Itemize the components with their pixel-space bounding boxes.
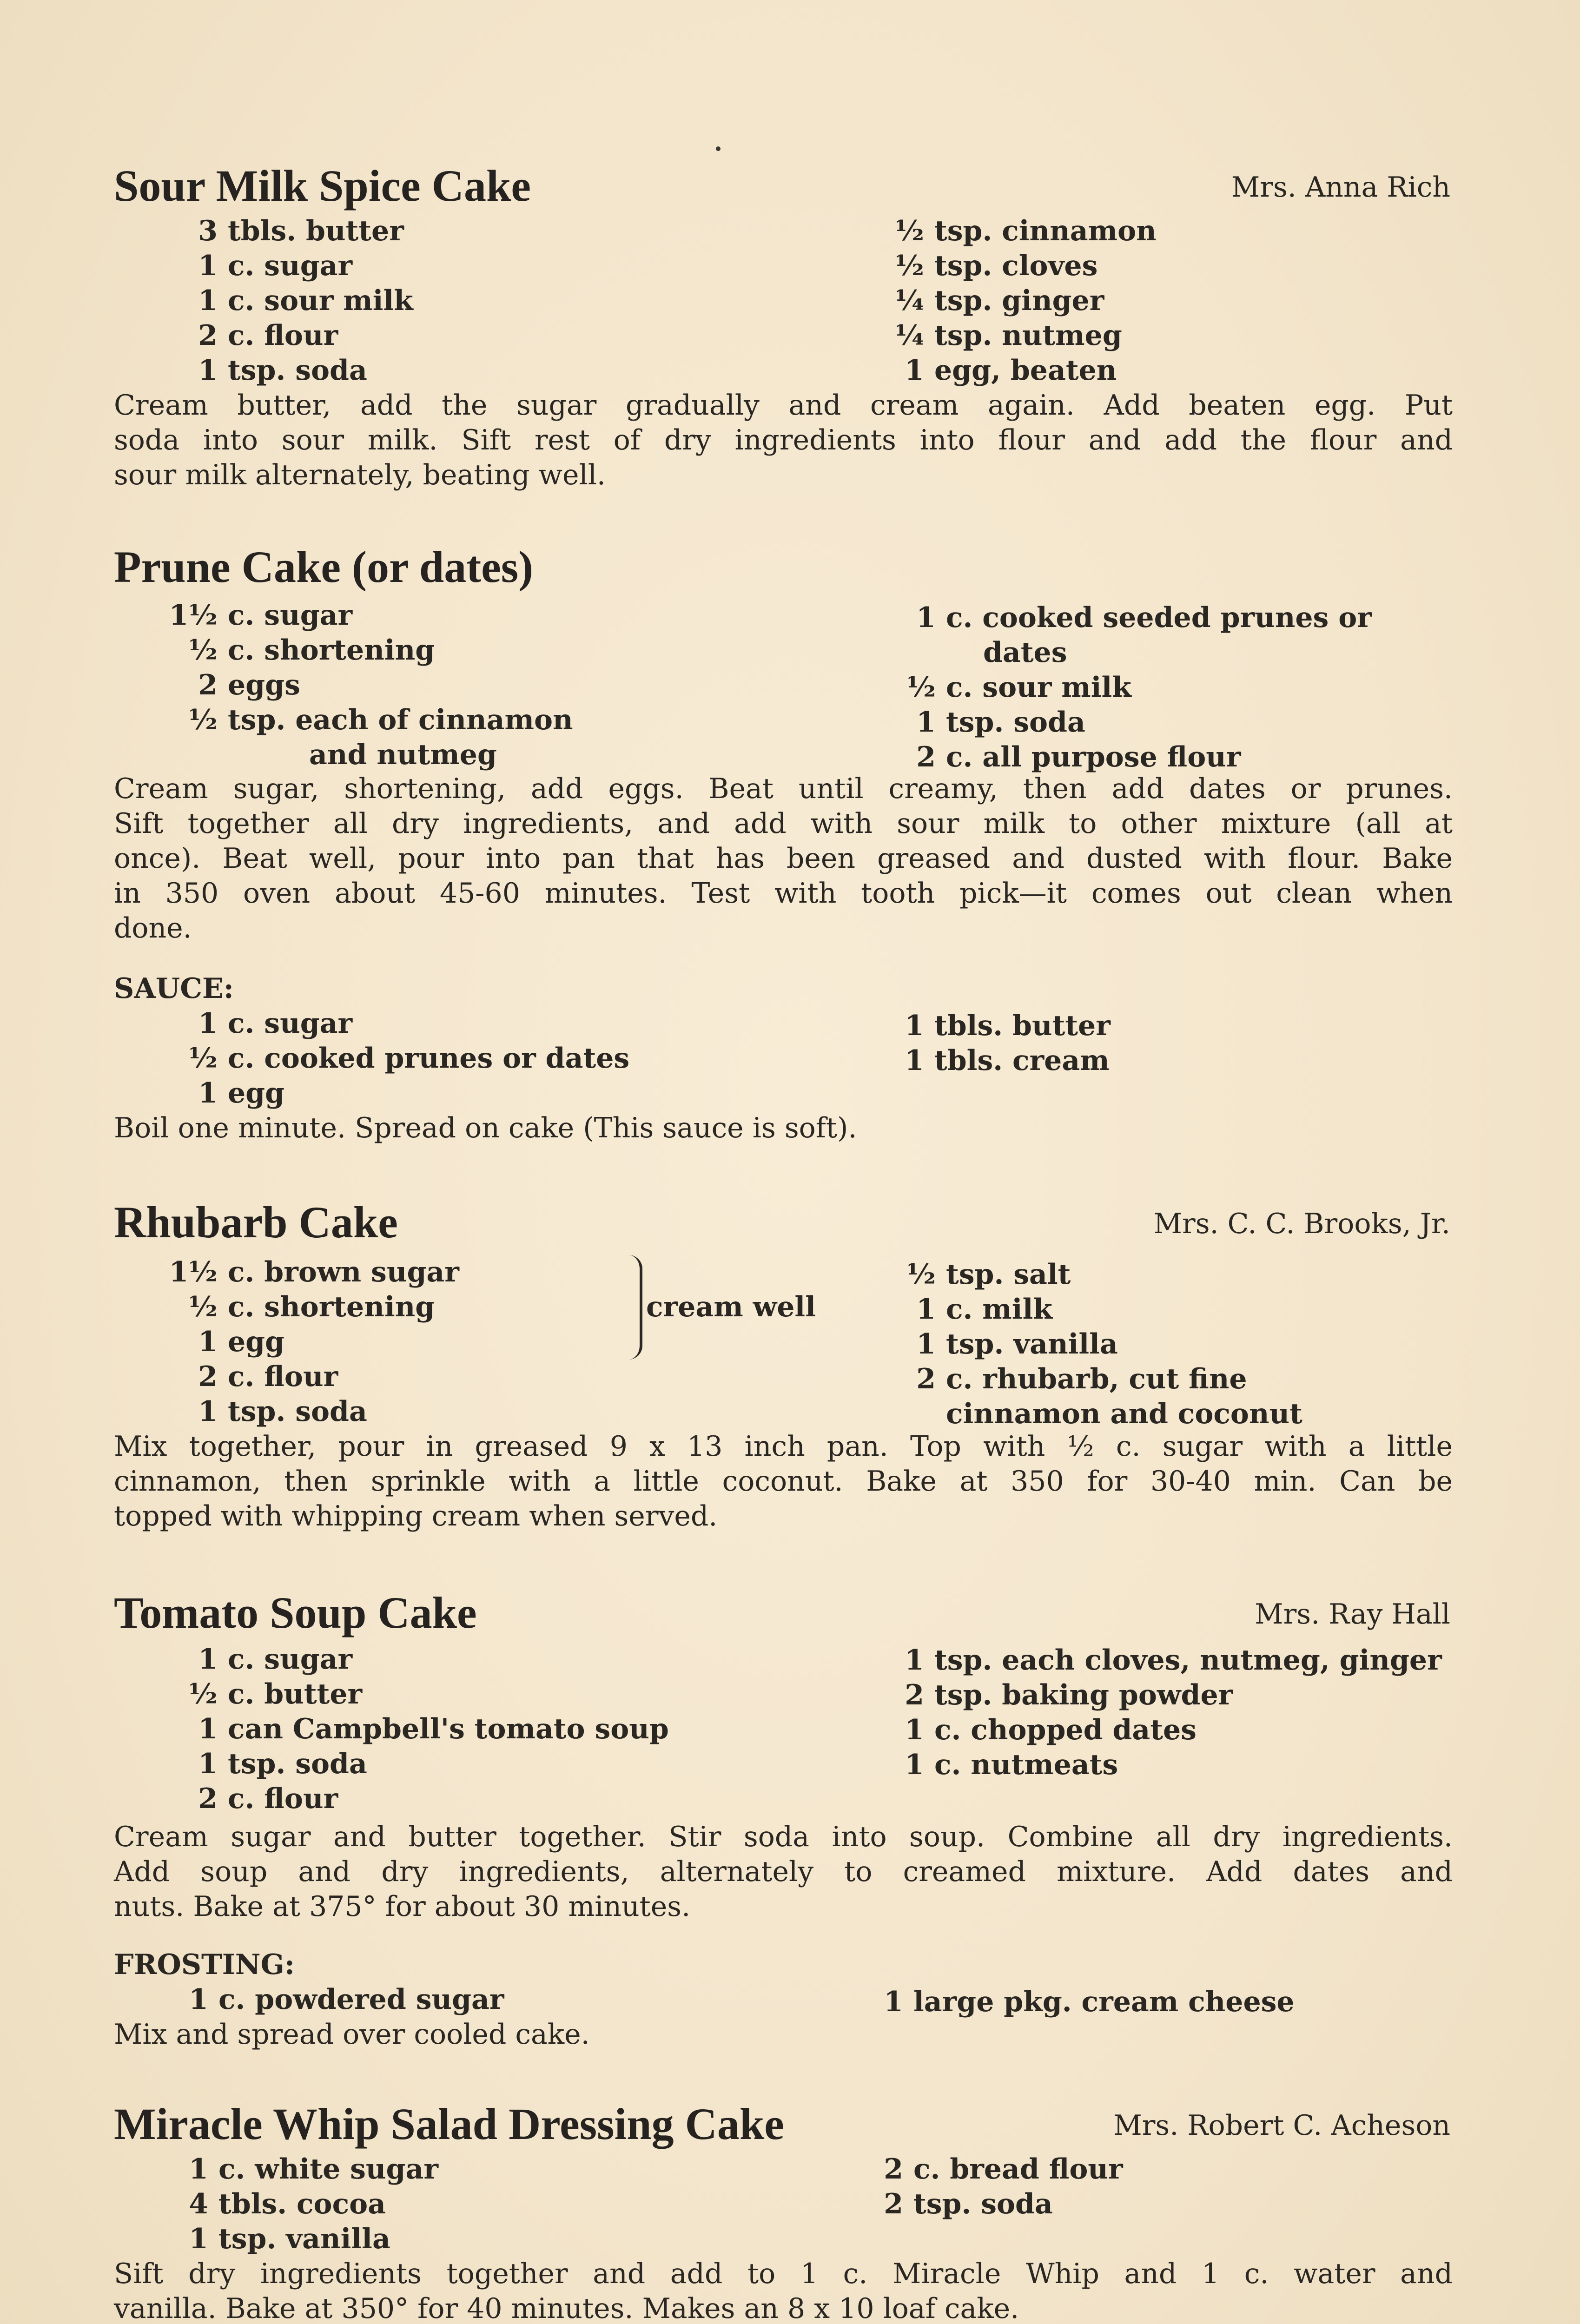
sauce-ingredients-left xyxy=(188,1006,630,1111)
ingredient: 2 eggs xyxy=(198,669,300,701)
ingredients-right xyxy=(884,2152,1123,2222)
sauce-ingredients-right xyxy=(905,1009,1111,1078)
ingredient: 1 c. powdered sugar xyxy=(189,1983,504,2016)
ingredient: 1 tbls. butter xyxy=(905,1010,1111,1042)
recipe-title: Sour Milk Spice Cake xyxy=(114,161,531,211)
ingredient: 1 tsp. soda xyxy=(916,706,1085,739)
ingredient: 1 c. chopped dates xyxy=(905,1714,1197,1746)
ingredient: ¼ tsp. nutmeg xyxy=(895,319,1122,352)
ingredient: 1 tsp. soda xyxy=(198,354,367,387)
recipe-miracle-whip-cake xyxy=(114,2099,1453,2324)
ingredient: cinnamon and coconut xyxy=(946,1398,1302,1430)
recipe-directions: Cream butter, add the sugar gradually and cream again. Add beaten egg. Put soda into sour milk. Sift rest of dry ingredients into flour and add the flour and sour milk alternately, beating well. xyxy=(114,389,1453,491)
ingredient: 1 c. cooked seeded prunes or xyxy=(916,601,1372,634)
ingredients-left xyxy=(169,1255,459,1429)
frosting-ingredients-right xyxy=(884,1985,1295,2020)
ingredient: dates xyxy=(983,636,1067,669)
ingredient: 1 c. sugar xyxy=(198,1007,353,1040)
ingredient: 1 c. sugar xyxy=(198,250,353,282)
recipe-header xyxy=(114,1587,1453,1638)
frosting-ingredients-left xyxy=(189,1982,504,2017)
ingredient: ½ tsp. cloves xyxy=(895,250,1098,282)
ingredients-left xyxy=(188,1642,669,1816)
ingredient: ½ tsp. each of cinnamon xyxy=(188,704,573,736)
ingredient: ½ tsp. cinnamon xyxy=(895,215,1157,247)
frosting-heading: FROSTING: xyxy=(114,1948,295,1981)
ingredient: 1 c. sour milk xyxy=(198,284,413,317)
recipe-sour-milk-spice-cake xyxy=(114,160,1453,500)
ingredients-right xyxy=(905,1643,1442,1783)
ingredient: and nutmeg xyxy=(309,739,497,771)
ingredient: 2 c. bread flour xyxy=(884,2153,1123,2185)
ingredient: 1 c. sugar xyxy=(198,1643,353,1676)
recipe-header xyxy=(114,160,1453,211)
recipe-author: Mrs. Ray Hall xyxy=(1255,1598,1450,1631)
ingredient: ½ c. shortening xyxy=(188,634,435,667)
ingredient: ½ c. cooked prunes or dates xyxy=(188,1042,630,1075)
ingredient: 1½ c. brown sugar xyxy=(169,1256,459,1288)
brace-label: cream well xyxy=(646,1291,816,1323)
recipe-directions: Sift dry ingredients together and add to 1 c. Miracle Whip and 1 c. water and vanilla. Bake at 350° for 40 minutes. Makes an 8 x 10 loaf cake. xyxy=(114,2258,1453,2324)
ingredient: 1 egg xyxy=(198,1077,285,1109)
ingredient: 1 tbls. cream xyxy=(905,1044,1110,1077)
recipe-directions: Cream sugar, shortening, add eggs. Beat until creamy, then add dates or prunes. Sift together all dry ingredients, and add with sour milk to other mixture (all at once). Beat well, pour into pan that has been greased and dusted with flour. Bake in 350 oven about 45-60 minutes. Test with tooth pick—it comes out clean when done. xyxy=(114,772,1453,944)
recipe-directions: Cream sugar and butter together. Stir soda into soup. Combine all dry ingredients. Add soup and dry ingredients, alternately to creamed mixture. Add dates and nuts. Bake at 375° for about 30 minutes. xyxy=(114,1821,1453,1923)
ingredient: 1 egg, beaten xyxy=(905,354,1117,387)
ingredient: ¼ tsp. ginger xyxy=(895,284,1104,317)
ingredient: ½ tsp. salt xyxy=(906,1258,1071,1291)
ingredient: 1 tsp. each cloves, nutmeg, ginger xyxy=(905,1644,1442,1677)
recipe-title: Miracle Whip Salad Dressing Cake xyxy=(114,2099,784,2149)
ingredient: 1 can Campbell's tomato soup xyxy=(198,1713,669,1745)
ingredient: 2 c. all purpose flour xyxy=(916,741,1241,773)
recipe-author: Mrs. Robert C. Acheson xyxy=(1113,2109,1450,2142)
ingredient: 2 tsp. baking powder xyxy=(905,1679,1233,1711)
ingredients-left xyxy=(189,2152,438,2257)
ingredient: 1 c. white sugar xyxy=(189,2153,438,2185)
recipe-header xyxy=(114,541,1453,593)
ingredients-right xyxy=(906,601,1372,775)
recipe-title: Rhubarb Cake xyxy=(114,1197,398,1247)
ingredient: 2 tsp. soda xyxy=(884,2188,1053,2220)
recipe-prune-cake xyxy=(114,541,1453,1155)
sauce-directions: Boil one minute. Spread on cake (This sauce is soft). xyxy=(114,1112,857,1144)
recipe-title: Prune Cake (or dates) xyxy=(114,542,534,592)
ingredient: 1 c. milk xyxy=(916,1293,1052,1326)
ingredient: 4 tbls. cocoa xyxy=(189,2188,386,2220)
ingredient: ½ c. sour milk xyxy=(906,671,1131,704)
ingredients-right xyxy=(895,214,1157,388)
ingredient: 1 tsp. soda xyxy=(198,1748,367,1780)
ingredient: 2 c. flour xyxy=(198,1360,338,1393)
ingredients-left xyxy=(198,214,413,388)
brace-glyph xyxy=(623,1255,642,1360)
sauce-heading: SAUCE: xyxy=(114,972,234,1005)
recipe-header xyxy=(114,2099,1453,2150)
ingredient: 2 c. rhubarb, cut fine xyxy=(916,1363,1247,1395)
recipe-header xyxy=(114,1197,1453,1248)
ingredient: 2 c. flour xyxy=(198,1783,338,1815)
recipe-directions: Mix together, pour in greased 9 x 13 inch pan. Top with ½ c. sugar with a little cinnamon, then sprinkle with a little coconut. Bake at 350 for 30-40 min. Can be topped with whipping cream when served. xyxy=(114,1430,1453,1532)
ingredients-left xyxy=(169,598,573,772)
recipe-author: Mrs. C. C. Brooks, Jr. xyxy=(1153,1208,1450,1240)
ingredient: 1 tsp. soda xyxy=(198,1395,367,1428)
ingredient: 1 tsp. vanilla xyxy=(189,2223,390,2255)
ingredient: ½ c. shortening xyxy=(188,1291,435,1323)
ingredient: 1 tsp. vanilla xyxy=(916,1328,1118,1360)
ingredient: 1½ c. sugar xyxy=(169,599,353,632)
frosting-directions: Mix and spread over cooled cake. xyxy=(114,2018,590,2051)
ingredient: 3 tbls. butter xyxy=(198,215,404,247)
recipe-author: Mrs. Anna Rich xyxy=(1231,171,1450,204)
recipe-title: Tomato Soup Cake xyxy=(114,1588,477,1637)
ingredients-right xyxy=(906,1257,1302,1432)
recipe-tomato-soup-cake xyxy=(114,1587,1453,2052)
ingredient: 1 large pkg. cream cheese xyxy=(884,1986,1295,2018)
ingredient: ½ c. butter xyxy=(188,1678,363,1710)
print-speck xyxy=(716,146,721,151)
ingredient: 2 c. flour xyxy=(198,319,338,352)
recipe-rhubarb-cake xyxy=(114,1197,1453,1550)
ingredient: 1 c. nutmeats xyxy=(905,1749,1118,1781)
ingredient: 1 egg xyxy=(198,1326,285,1358)
